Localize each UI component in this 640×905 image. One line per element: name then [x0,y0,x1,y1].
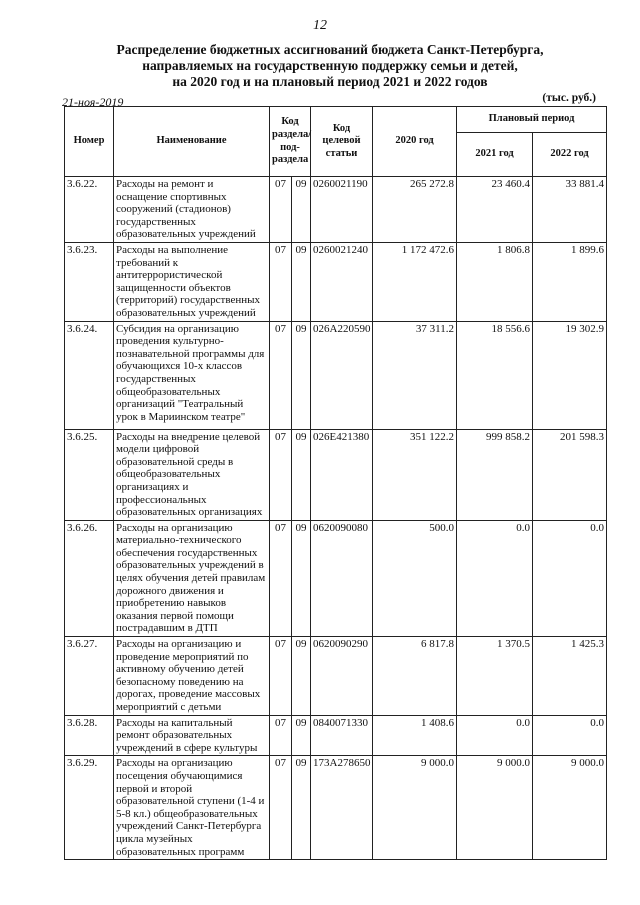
row-value-2020: 265 272.8 [373,177,457,243]
page-number: 12 [313,18,327,33]
row-section: 07 [270,520,292,636]
row-value-2022: 33 881.4 [533,177,607,243]
row-value-2022: 0.0 [533,715,607,756]
title-line-3: на 2020 год и на плановый период 2021 и 2022 годов [172,74,488,89]
table-row [65,429,607,520]
row-value-2020: 6 817.8 [373,637,457,716]
budget-table [64,106,607,860]
row-value-2020: 351 122.2 [373,429,457,520]
header-planning-period: Плановый период [457,107,607,133]
row-value-2021: 0.0 [457,715,533,756]
row-item-code: 0260021240 [311,242,373,321]
row-value-2020: 9 000.0 [373,756,457,860]
row-name: Расходы на капитальный ремонт образовательных учреждений в сфере культуры [114,715,270,756]
row-subsection: 09 [292,429,311,520]
table-body [65,177,607,860]
row-number: 3.6.23. [65,242,114,321]
row-number: 3.6.29. [65,756,114,860]
row-value-2021: 1 806.8 [457,242,533,321]
row-value-2021: 0.0 [457,520,533,636]
row-value-2020: 1 172 472.6 [373,242,457,321]
row-number: 3.6.26. [65,520,114,636]
row-section: 07 [270,637,292,716]
row-number: 3.6.27. [65,637,114,716]
row-value-2022: 19 302.9 [533,321,607,429]
row-subsection: 09 [292,715,311,756]
row-item-code: 0620090080 [311,520,373,636]
row-item-code: 026E421380 [311,429,373,520]
row-value-2020: 500.0 [373,520,457,636]
row-value-2021: 18 556.6 [457,321,533,429]
row-subsection: 09 [292,177,311,243]
row-item-code: 0260021190 [311,177,373,243]
row-section: 07 [270,321,292,429]
row-value-2022: 1 899.6 [533,242,607,321]
row-value-2021: 999 858.2 [457,429,533,520]
row-subsection: 09 [292,520,311,636]
table-row [65,321,607,429]
row-item-code: 173A278650 [311,756,373,860]
row-value-2021: 9 000.0 [457,756,533,860]
document-title [60,42,600,90]
row-name: Расходы на внедрение целевой модели цифровой образовательной среды в общеобразовательных организациях и профессиональных образовательных организациях [114,429,270,520]
table-row [65,242,607,321]
units-label: (тыс. руб.) [542,92,596,104]
row-name: Расходы на организацию материально-технического обеспечения государственных образовательных учреждений в целях обучения детей правилам дорожного движения и приобретению навыков оказания первой помощи пострадавшим в ДТП [114,520,270,636]
table-row [65,177,607,243]
header-2020: 2020 год [373,107,457,177]
row-name: Расходы на организацию и проведение мероприятий по активному обучению детей безопасному поведению на дорогах, проведение массовых мероприятий с детьми [114,637,270,716]
document-date: 21-ноя-2019 [62,95,124,109]
table-row [65,520,607,636]
title-line-1: Распределение бюджетных ассигнований бюджета Санкт-Петербурга, [116,42,544,57]
row-item-code: 026A220590 [311,321,373,429]
row-value-2020: 37 311.2 [373,321,457,429]
row-number: 3.6.24. [65,321,114,429]
header-2022: 2022 год [533,133,607,177]
row-value-2022: 9 000.0 [533,756,607,860]
header-item-code: Код целевой статьи [311,107,373,177]
row-section: 07 [270,177,292,243]
header-2021: 2021 год [457,133,533,177]
header-name: Наименование [114,107,270,177]
row-value-2021: 23 460.4 [457,177,533,243]
row-section: 07 [270,715,292,756]
row-subsection: 09 [292,756,311,860]
row-name: Расходы на выполнение требований к антитеррористической защищенности объектов (территорий) государственных образовательных учреждений [114,242,270,321]
table-row [65,637,607,716]
row-item-code: 0620090290 [311,637,373,716]
table-row [65,715,607,756]
title-line-2: направляемых на государственную поддержку семьи и детей, [142,58,518,73]
row-subsection: 09 [292,321,311,429]
row-number: 3.6.22. [65,177,114,243]
row-value-2021: 1 370.5 [457,637,533,716]
row-name: Субсидия на организацию проведения культурно-познавательной программы для обучающихся 10-х классов государственных общеобразовательных организаций "Театральный урок в Мариинском театре" [114,321,270,429]
row-value-2022: 1 425.3 [533,637,607,716]
row-section: 07 [270,429,292,520]
header-number: Номер [65,107,114,177]
row-subsection: 09 [292,242,311,321]
row-name: Расходы на ремонт и оснащение спортивных сооружений (стадионов) государственных образовательных учреждений [114,177,270,243]
row-subsection: 09 [292,637,311,716]
row-value-2022: 0.0 [533,520,607,636]
row-item-code: 0840071330 [311,715,373,756]
row-value-2022: 201 598.3 [533,429,607,520]
row-name: Расходы на организацию посещения обучающимися первой и второй образовательной ступени (1-4 и 5-8 кл.) общеобразовательных учреждений Санкт-Петербурга цикла музейных образовательных программ [114,756,270,860]
table-row [65,756,607,860]
row-number: 3.6.28. [65,715,114,756]
row-section: 07 [270,242,292,321]
row-section: 07 [270,756,292,860]
header-section-code: Код раздела/ под-раздела [270,107,311,177]
row-value-2020: 1 408.6 [373,715,457,756]
row-number: 3.6.25. [65,429,114,520]
